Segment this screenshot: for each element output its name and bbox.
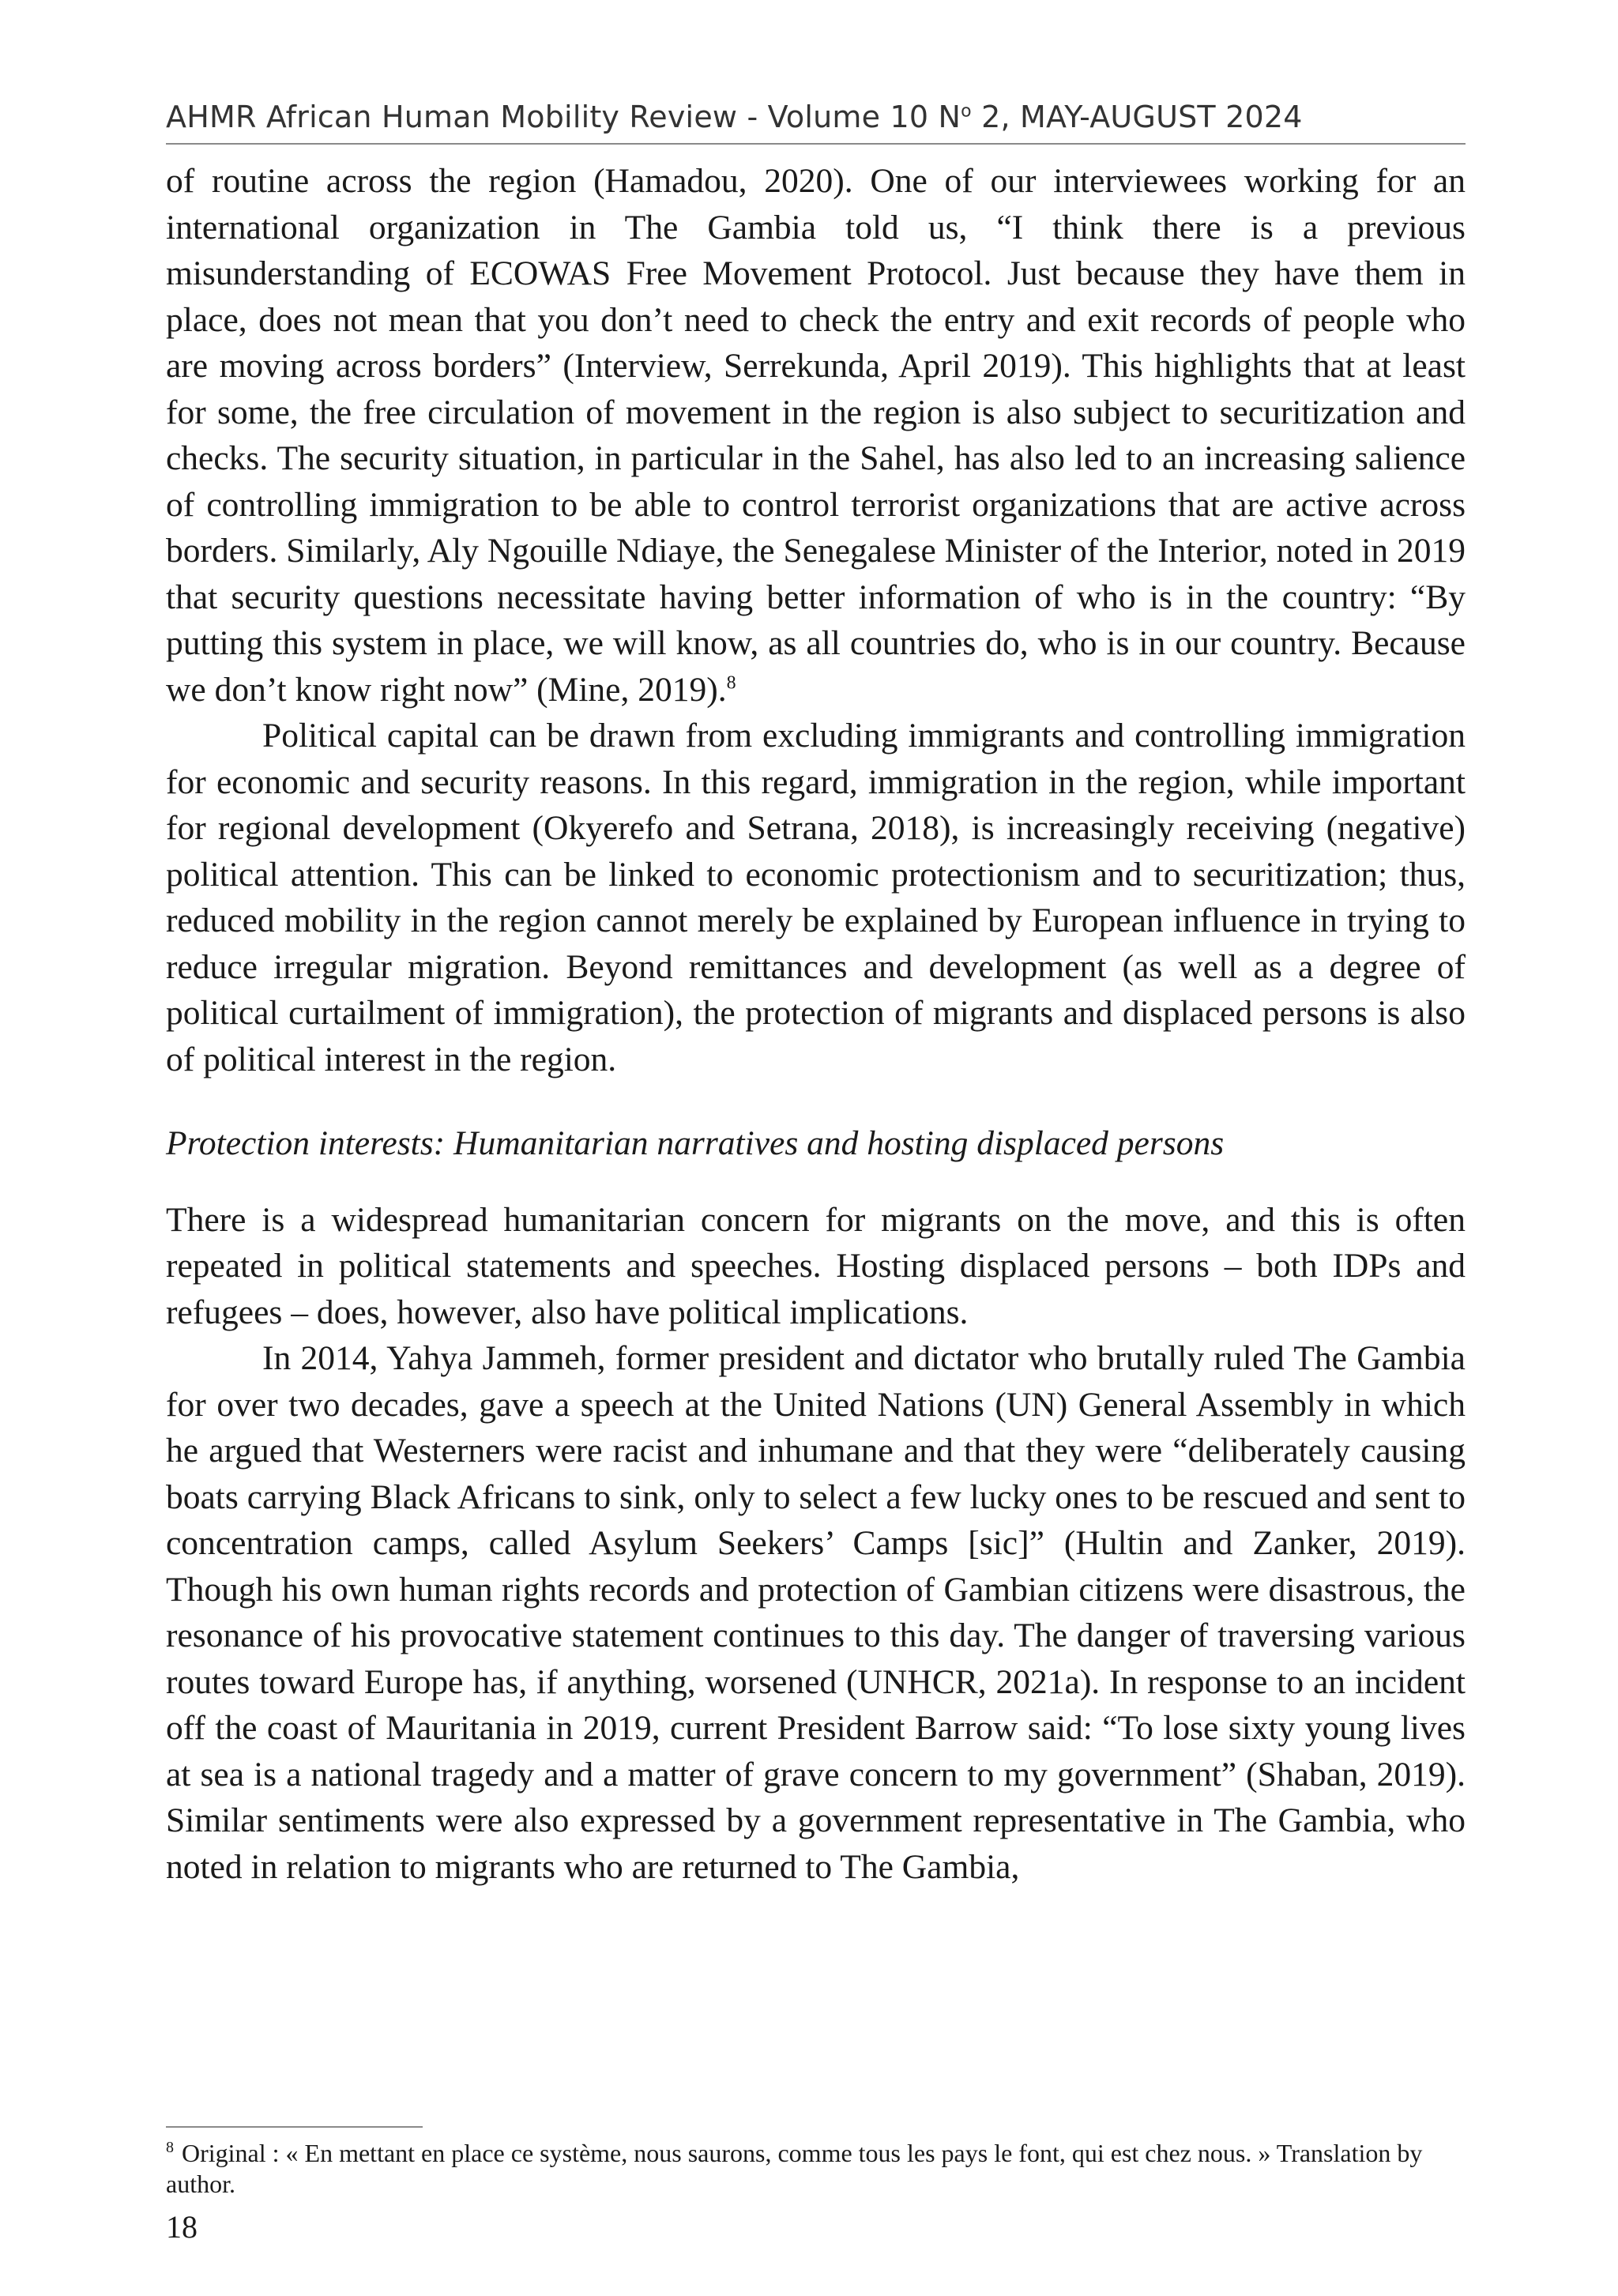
header-divider bbox=[166, 143, 1466, 145]
footnote-number: 8 bbox=[166, 2139, 174, 2157]
paragraph-1 bbox=[166, 158, 1466, 713]
journal-title-prefix: AHMR African Human Mobility Review - Volume 10 N bbox=[166, 100, 961, 134]
footnote-text: Original : « En mettant en place ce système, nous saurons, comme tous les pays le font, qui est chez nous. » Translation by author. bbox=[166, 2139, 1423, 2198]
article-body bbox=[166, 158, 1466, 1890]
journal-page bbox=[166, 0, 1466, 2296]
running-header bbox=[166, 100, 1466, 134]
journal-title-suffix: 2, MAY-AUGUST 2024 bbox=[971, 100, 1303, 134]
paragraph-3: There is a widespread humanitarian concern for migrants on the move, and this is often repeated in political statements and speeches. Hosting displaced persons – both IDPs and refugees – does, however, also have political implications. bbox=[166, 1200, 1466, 1331]
paragraph-2: Political capital can be drawn from excluding immigrants and controlling immigration for economic and security reasons. In this regard, immigration in the region, while important for regional development (Okyerefo and Setrana, 2018), is increasingly receiving (negative) political attention. This can be linked to economic protectionism and to securitization; thus, reduced mobility in the region cannot merely be explained by European influence in trying to reduce irregular migration. Beyond remittances and development (as well as a degree of political curtailment of immigration), the protection of migrants and displaced persons is also of political interest in the region. bbox=[166, 717, 1466, 1078]
footnote-reference[interactable]: 8 bbox=[726, 672, 736, 693]
page-number: 18 bbox=[166, 2209, 198, 2245]
paragraph-1-text: of routine across the region (Hamadou, 2020). One of our interviewees working for an international organization in The Gambia told us, “I think there is a previous misunderstanding of ECOWAS Free Movement Protocol. Just because they have them in place, does not mean that you don’t need to check the entry and exit records of people who are moving across borders” (Interview, Serrekunda, April 2019). This highlights that at least for some, the free circulation of movement in the region is also subject to securitization and checks. The security situation, in particular in the Sahel, has also led to an increasing salience of controlling immigration to be able to control terrorist organizations that are active across borders. Similarly, Aly Ngouille Ndiaye, the Senegalese Minister of the Interior, noted in 2019 that security questions necessitate having better information of who is in the country: “By putting this system in place, we will know, as all countries do, who is in our country. Because we don’t know right now” (Mine, 2019). bbox=[166, 162, 1466, 709]
section-heading: Protection interests: Humanitarian narratives and hosting displaced persons bbox=[166, 1124, 1225, 1162]
footnote-divider bbox=[166, 2126, 423, 2128]
issue-number-superscript: o bbox=[961, 101, 972, 122]
paragraph-4: In 2014, Yahya Jammeh, former president and dictator who brutally ruled The Gambia for over two decades, gave a speech at the United Nations (UN) General Assembly in which he argued that Westerners were racist and inhumane and that they were “deliberately causing boats carrying Black Africans to sink, only to select a few lucky ones to be rescued and sent to concentration camps, called Asylum Seekers’ Camps [sic]” (Hultin and Zanker, 2019). Though his own human rights records and protection of Gambian citizens were disastrous, the resonance of his provocative statement continues to this day. The danger of traversing various routes toward Europe has, if anything, worsened (UNHCR, 2021a). In response to an incident off the coast of Mauritania in 2019, current President Barrow said: “To lose sixty young lives at sea is a national tragedy and a matter of grave concern to my government” (Shaban, 2019). Similar sentiments were also expressed by a government representative in The Gambia, who noted in relation to migrants who are returned to The Gambia, bbox=[166, 1339, 1466, 1886]
footnote bbox=[166, 2138, 1466, 2200]
